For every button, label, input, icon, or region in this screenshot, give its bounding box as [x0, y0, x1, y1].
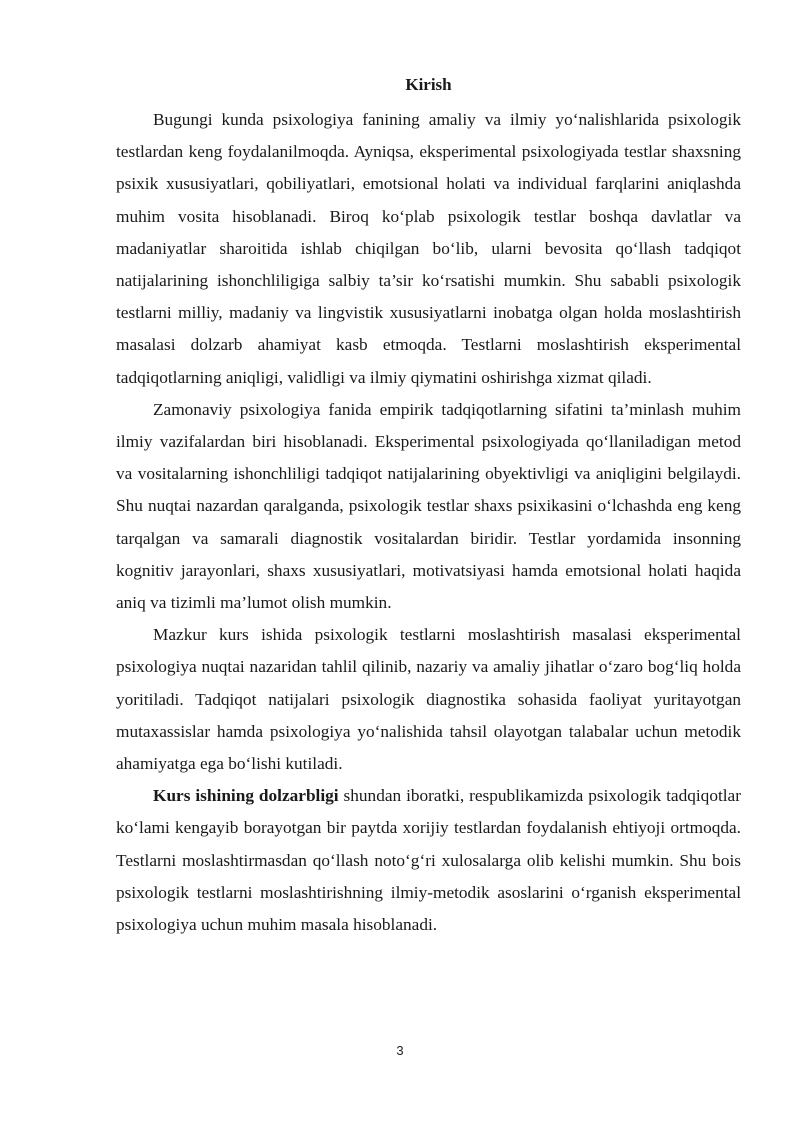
document-page: [116, 74, 741, 941]
paragraph-text: Mazkur kurs ishida psixologik testlarni moslashtirish masalasi eksperimental psixologiya nuqtai nazaridan tahlil qilinib, nazariy va amaliy jihatlar o‘zaro bog‘liq holda yoritiladi. Tadqiqot natijalari psixologik diagnostika sohasida faoliyat yuritayotgan mutaxassislar hamda psixologiya yo‘nalishida tahsil olayotgan talabalar uchun metodik ahamiyatga ega bo‘lishi kutiladi.: [116, 625, 741, 774]
relevance-lead: Kurs ishining dolzarbligi: [153, 786, 339, 806]
paragraph-text: shundan iboratki, respublikamizda psixologik tadqiqotlar ko‘lami kengayib borayotgan bir paytda xorijiy testlardan foydalanish ehtiyoji ortmoqda. Testlarni moslashtirmasdan qo‘llash noto‘g‘ri xulosalarga olib kelishi mumkin. Shu bois psixologik testlarni moslashtirishning ilmiy-metodik asoslarini o‘rganish eksperimental psixologiya uchun muhim masala hisoblanadi.: [116, 786, 741, 935]
section-heading: Kirish: [405, 75, 452, 94]
paragraph-text: Bugungi kunda psixologiya fanining amaliy va ilmiy yo‘nalishlarida psixologik testlardan keng foydalanilmoqda. Ayniqsa, eksperimental psixologiyada testlar shaxsning psixik xususiyatlari, qobiliyatlari, emotsional holati va individual farqlarini aniqlashda muhim vosita hisoblanadi. Biroq ko‘plab psixologik testlar boshqa davlatlar va madaniyatlar sharoitida ishlab chiqilgan bo‘lib, ularni bevosita qo‘llash tadqiqot natijalarining ishonchliligiga salbiy ta’sir ko‘rsatishi mumkin. Shu sababli psixologik testlarni milliy, madaniy va lingvistik xususiyatlarni inobatga olgan holda moslashtirish masalasi dolzarb ahamiyat kasb etmoqda. Testlarni moslashtirish eksperimental tadqiqotlarning aniqligi, validligi va ilmiy qiymatini oshirishga xizmat qiladi.: [116, 110, 741, 387]
page-number: 3: [396, 1043, 404, 1058]
paragraph-course-work: [116, 619, 741, 780]
paragraph-modern-psychology: [116, 394, 741, 619]
paragraph-relevance: [116, 780, 741, 941]
paragraph-intro: [116, 104, 741, 394]
paragraph-text: Zamonaviy psixologiya fanida empirik tadqiqotlarning sifatini ta’minlash muhim ilmiy vazifalardan biri hisoblanadi. Eksperimental psixologiyada qo‘llaniladigan metod va vositalarning ishonchliligi tadqiqot natijalarining obyektivligi va aniqligini belgilaydi. Shu nuqtai nazardan qaralganda, psixologik testlar shaxs psixikasini o‘lchashda eng keng tarqalgan va samarali diagnostik vositalardan biridir. Testlar yordamida insonning kognitiv jarayonlari, shaxs xususiyatlari, motivatsiyasi hamda emotsional holati haqida aniq va tizimli ma’lumot olish mumkin.: [116, 399, 741, 613]
